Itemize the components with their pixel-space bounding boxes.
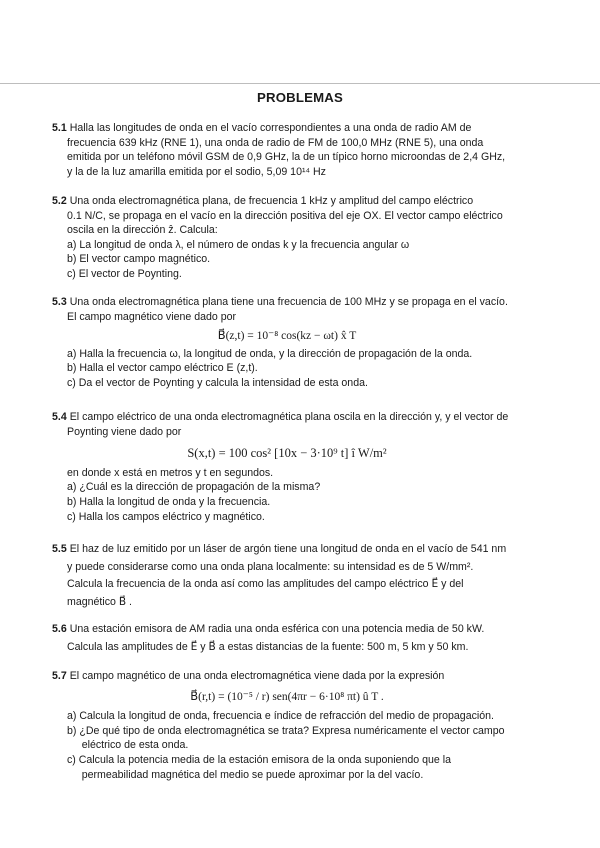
formula-magnetic-field: B⃗(z,t) = 10⁻⁸ cos(kz − ωt) x̂ T (217, 330, 357, 343)
problem-text: Una estación emisora de AM radia una onda esférica con una potencia media de 50 kW. (69, 623, 485, 635)
problem-text: Poynting viene dado por (67, 425, 182, 438)
problem-text: Calcula las amplitudes de E⃗ y B⃗ a estas distancias de la fuente: 500 m, 5 km y 50 km. (67, 640, 469, 653)
problem-number: 5.4 (52, 411, 67, 423)
problem-number: 5.7 (52, 670, 67, 682)
problem-text: en donde x está en metros y t en segundos. (67, 466, 274, 479)
problem-text: 0.1 N/C, se propaga en el vacío en la dirección positiva del eje OX. El vector campo eléctrico (67, 209, 503, 222)
list-item: a) Calcula la longitud de onda, frecuencia e índice de refracción del medio de propagación. (67, 710, 494, 723)
problem-text: El campo eléctrico de una onda electromagnética plana oscila en la dirección y, y el vector de (69, 411, 509, 423)
list-item: a) ¿Cuál es la dirección de propagación de la misma? (67, 481, 321, 494)
list-item: b) Halla el vector campo eléctrico E (z,t). (67, 362, 258, 375)
problem-5-6 (52, 622, 522, 654)
problem-text: Halla las longitudes de onda en el vacío correspondientes a una onda de radio AM de (69, 122, 472, 134)
list-item: c) El vector de Poynting. (67, 267, 182, 280)
formula-magnetic-field-spherical: B⃗(r,t) = (10⁻⁵ / r) sen(4πr − 6·10⁸ πt) û T . (190, 690, 384, 703)
problem-text: emitida por un teléfono móvil GSM de 0,9 GHz, la de un típico horno microondas de 2,4 GHz, (67, 151, 506, 164)
list-item: c) Halla los campos eléctrico y magnético. (67, 510, 265, 523)
problem-text: magnético B⃗ . (67, 595, 132, 608)
page-top-rule (0, 83, 600, 84)
problem-text: Una onda electromagnética plana, de frecuencia 1 kHz y amplitud del campo eléctrico (69, 195, 474, 207)
problem-5-2 (52, 194, 522, 282)
formula-poynting: S(x,t) = 100 cos² [10x − 3·10⁹ t] î W/m² (187, 446, 387, 461)
problem-text: El haz de luz emitido por un láser de argón tiene una longitud de onda en el vacío de 541 nm (69, 543, 507, 555)
problem-text: oscila en la dirección ẑ. Calcula: (67, 224, 218, 237)
problem-number: 5.5 (52, 543, 67, 555)
problem-5-5 (52, 542, 522, 609)
list-item: a) Halla la frecuencia ω, la longitud de onda, y la dirección de propagación de la onda. (67, 347, 473, 360)
list-item: a) La longitud de onda λ, el número de ondas k y la frecuencia angular ω (67, 238, 410, 251)
list-item: b) El vector campo magnético. (67, 253, 211, 266)
list-item: eléctrico de esta onda. (67, 739, 189, 752)
list-item: b) ¿De qué tipo de onda electromagnética se trata? Expresa numéricamente el vector campo (67, 724, 505, 737)
problem-text: Calcula la frecuencia de la onda así como las amplitudes del campo eléctrico E⃗ y del (67, 578, 464, 591)
list-item: c) Da el vector de Poynting y calcula la intensidad de esta onda. (67, 376, 368, 389)
problem-number: 5.2 (52, 195, 67, 207)
problem-5-7 (52, 669, 522, 782)
problem-text: Una onda electromagnética plana tiene una frecuencia de 100 MHz y se propaga en el vacío. (69, 296, 508, 308)
problem-number: 5.6 (52, 623, 67, 635)
problem-number: 5.3 (52, 296, 67, 308)
list-item: permeabilidad magnética del medio se puede aproximar por la del vacío. (67, 768, 424, 781)
problem-text: y puede considerarse como una onda plana localmente: su intensidad es de 5 W/mm². (67, 560, 474, 573)
list-item: c) Calcula la potencia media de la estación emisora de la onda suponiendo que la (67, 753, 451, 766)
list-item: b) Halla la longitud de onda y la frecuencia. (67, 495, 271, 508)
problem-text: y la de la luz amarilla emitida por el sodio, 5,09 10¹⁴ Hz (67, 165, 326, 178)
problem-text: frecuencia 639 kHz (RNE 1), una onda de radio de FM de 100,0 MHz (RNE 5), una onda (67, 136, 484, 149)
problem-5-4 (52, 410, 522, 524)
page-title: PROBLEMAS (256, 90, 344, 105)
problem-5-3 (52, 295, 522, 391)
problem-text: El campo magnético viene dado por (67, 310, 237, 323)
problem-number: 5.1 (52, 122, 67, 134)
problem-5-1 (52, 121, 522, 179)
problem-text: El campo magnético de una onda electromagnética viene dada por la expresión (69, 670, 445, 682)
